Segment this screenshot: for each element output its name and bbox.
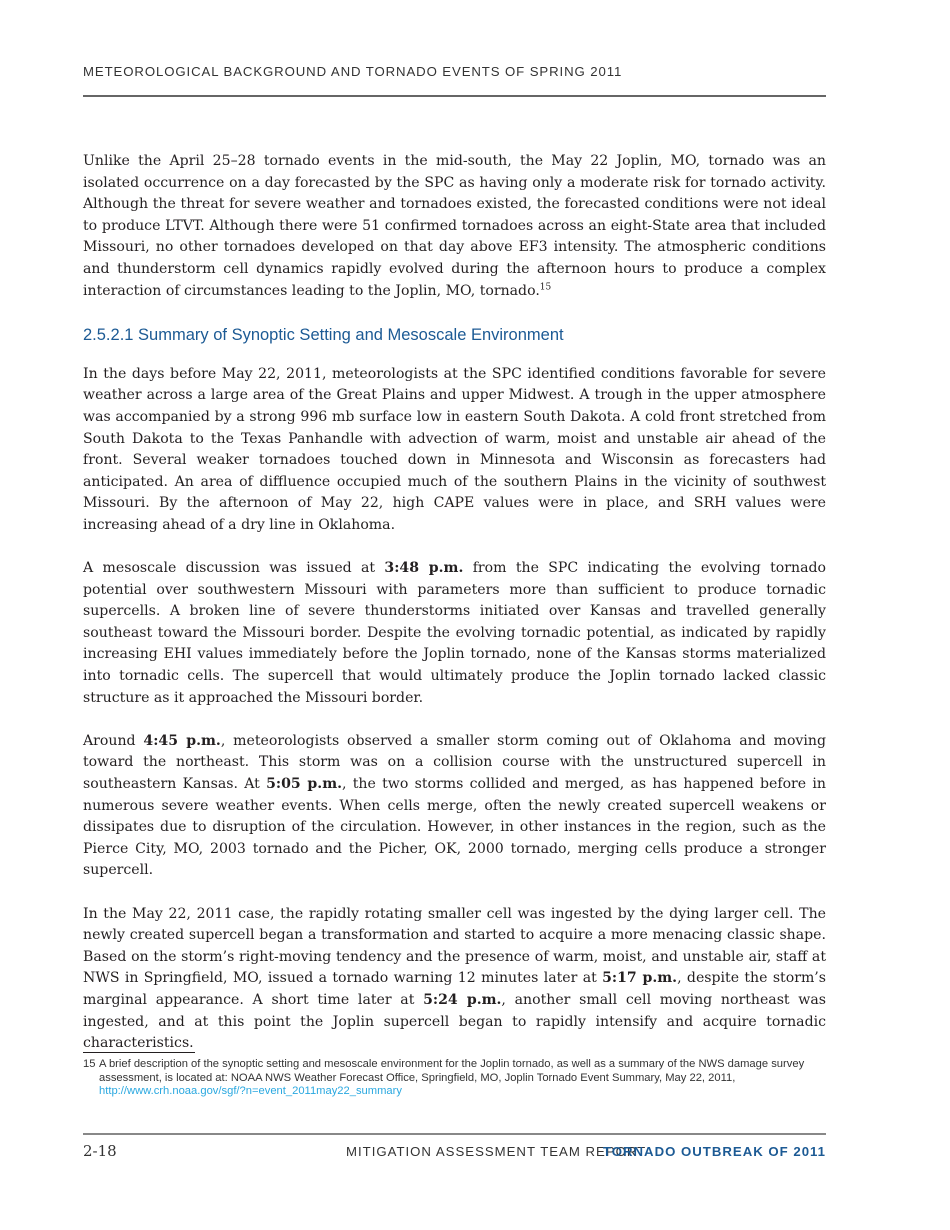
footnote-ref[interactable]: 15 (539, 281, 552, 292)
text: , the two storms collided and merged, as has happened before in numerous severe weather events. When cells merge, often the newly created supercell weakens or dissipates due to disruption of the circulation. However, in other instances in the region, such as the Pierce City, MO, 2003 tornado and the Picher, OK, 2000 tornado, merging cells produce a stronger supercell. (83, 776, 826, 879)
text: , despite the storm’s marginal appearance. A short time later at (83, 970, 827, 1008)
running-header: METEOROLOGICAL BACKGROUND AND TORNADO EVENTS OF SPRING 2011 (83, 64, 623, 79)
section-heading: 2.5.2.1 Summary of Synoptic Setting and Mesoscale Environment (83, 325, 564, 344)
text: In the May 22, 2011 case, the rapidly rotating smaller cell was ingested by the dying larger cell. The newly created supercell began a transformation and started to acquire a more menacing classic shape. Based on the storm’s right-moving tendency and the presence of warm, moist, and unstable air, staff at NWS in Springfield, MO, issued a tornado warning 12 minutes later at (83, 905, 826, 987)
footnote-link[interactable]: http://www.crh.noaa.gov/sgf/?n=event_2011may22_summary (99, 1085, 402, 1097)
footer-report: MITIGATION ASSESSMENT TEAM REPORT (346, 1144, 647, 1159)
time-bold: 5:17 p.m. (602, 970, 678, 987)
time-bold: 5:05 p.m. (266, 776, 343, 793)
time-bold: 5:24 p.m. (423, 991, 502, 1008)
footnote-number: 15 (83, 1058, 96, 1070)
intro-paragraph (83, 151, 826, 302)
footnote-text: A brief description of the synoptic setting and mesoscale environment for the Joplin tornado, as well as a summary of the NWS damage survey assessment, is located at: NOAA NWS Weather Forecast Office, Springfield, MO, Joplin Tornado Event Summary, May 22, 2011, (99, 1058, 805, 1084)
intro-text: Unlike the April 25–28 tornado events in the mid-south, the May 22 Joplin, MO, tornado was an isolated occurrence on a day forecasted by the SPC as having only a moderate risk for tornado activity. Although the threat for severe weather and tornadoes existed, the forecasted conditions were not ideal to produce LTVT. Although there were 51 confirmed tornadoes across an eight-State area that included Missouri, no other tornadoes developed on that day above EF3 intensity. The atmospheric conditions and thunderstorm cell dynamics rapidly evolved during the afternoon hours to produce a complex interaction of circumstances leading to the Joplin, MO, tornado. (83, 153, 826, 299)
main-text (83, 151, 826, 1076)
text: from the SPC indicating the evolving tornado potential over southwestern Missouri with parameters more than sufficient to produce tornadic supercells. A broken line of severe thunderstorms initiated over Kansas and travelled generally southeast toward the Missouri border. Despite the evolving tornadic potential, as indicated by rapidly increasing EHI values immediately before the Joplin tornado, none of the Kansas storms materialized into tornadic cells. The supercell that would ultimately produce the Joplin tornado lacked classic structure as it approached the Missouri border. (83, 560, 826, 706)
text: Around (83, 732, 144, 749)
text: , another small cell moving northeast was ingested, and at this point the Joplin supercell began to rapidly intensify and acquire tornadic characteristics. (83, 991, 826, 1052)
paragraph-intensify (83, 904, 826, 1055)
footer-rule (83, 1133, 826, 1135)
footnote-rule (83, 1052, 195, 1053)
paragraph-synoptic: In the days before May 22, 2011, meteorologists at the SPC identified conditions favorable for severe weather across a large area of the Great Plains and upper Midwest. A trough in the upper atmosphere was accompanied by a strong 996 mb surface low in eastern South Dakota. A cold front stretched from South Dakota to the Texas Panhandle with advection of warm, moist and unstable air ahead of the front. Several weaker tornadoes touched down in Minnesota and Wisconsin as forecasters had anticipated. An area of diffluence occupied much of the southern Plains in the vicinity of southwest Missouri. By the afternoon of May 22, high CAPE values were in place, and SRH values were increasing ahead of a dry line in Oklahoma. (83, 365, 826, 533)
paragraph-merge (83, 731, 826, 882)
paragraph-mesoscale (83, 558, 826, 709)
footer-title: TORNADO OUTBREAK OF 2011 (602, 1144, 826, 1159)
header-rule (83, 95, 826, 97)
text: , meteorologists observed a smaller storm coming out of Oklahoma and moving toward the northeast. This storm was on a collision course with the unstructured supercell in southeastern Kansas. At (83, 732, 826, 793)
time-bold: 4:45 p.m. (143, 732, 221, 749)
time-bold: 3:48 p.m. (384, 560, 464, 577)
page-number: 2-18 (83, 1142, 117, 1160)
text: A mesoscale discussion was issued at (83, 560, 385, 577)
footnote (83, 1058, 813, 1099)
